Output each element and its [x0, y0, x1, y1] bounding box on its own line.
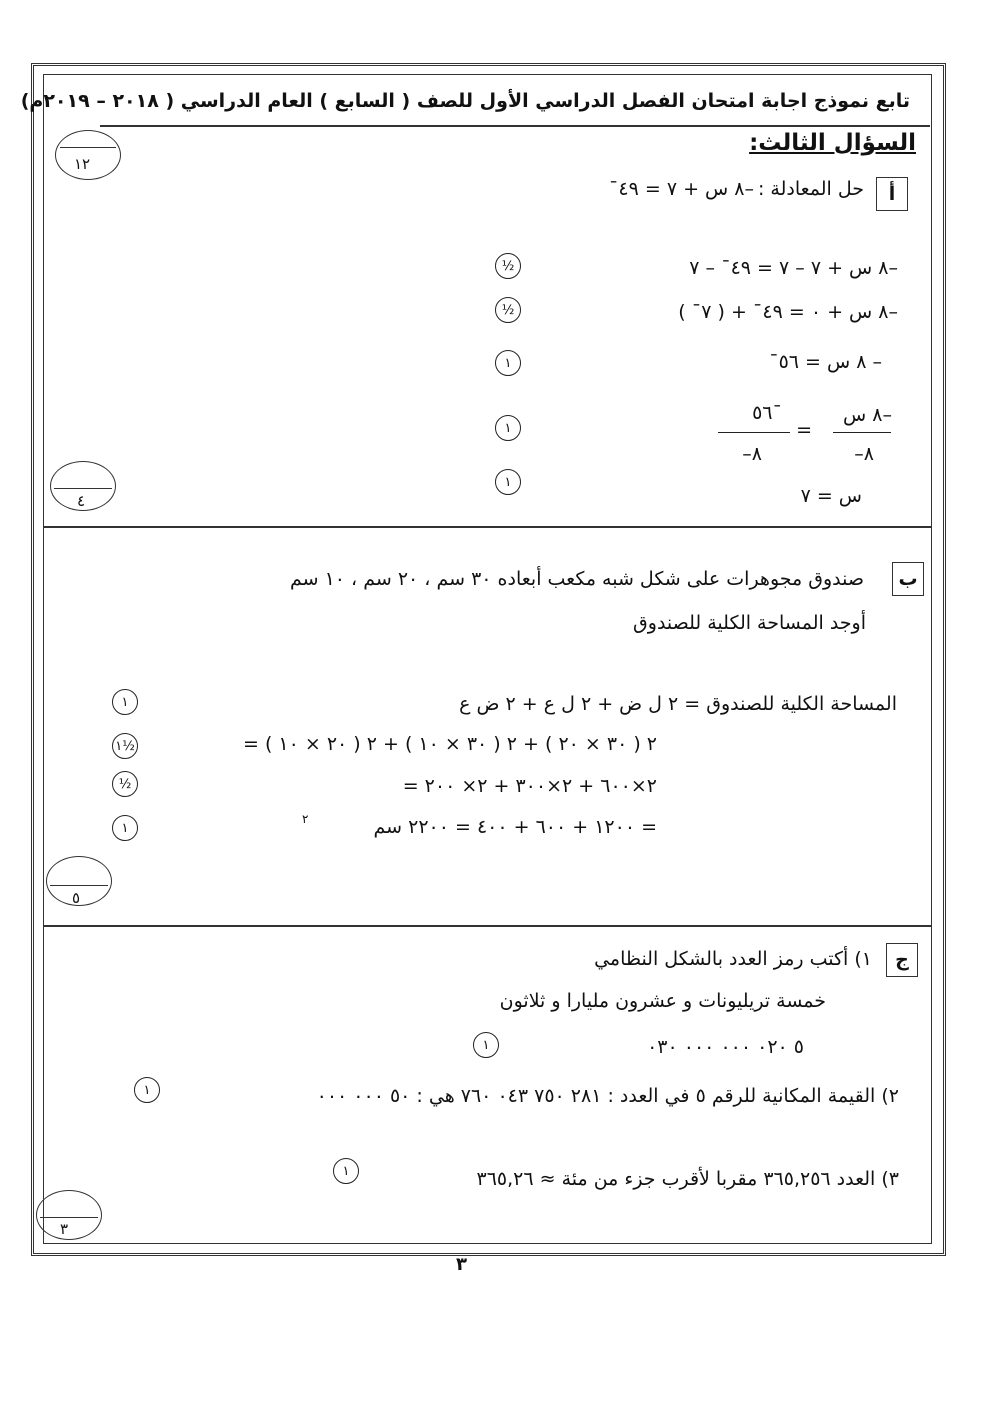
- part-c-label: ج: [886, 943, 918, 977]
- fraction-right-num: ٥٦¯: [752, 402, 782, 424]
- divider-b-c: [43, 925, 932, 927]
- divider-a-b: [43, 526, 932, 528]
- part-a-mark-line: [54, 488, 112, 489]
- part-c-item-3: ٣) العدد ٣٦٥,٢٥٦ مقربا لأقرب جزء من مئة ≈ ٣٦٥,٢٦: [476, 1168, 899, 1190]
- total-mark-line: [60, 147, 116, 148]
- part-c-item-1-text: خمسة تريليونات و عشرون مليارا و ثلاثون: [499, 990, 826, 1012]
- part-b-line-2: أوجد المساحة الكلية للصندوق: [633, 612, 866, 634]
- part-b-step-4: = ١٢٠٠ + ٦٠٠ + ٤٠٠ = ٢٢٠٠ سم: [373, 816, 657, 838]
- part-b-step-1: المساحة الكلية للصندوق = ٢ ل ض + ٢ ل ع + ٢ ض ع: [459, 693, 897, 715]
- part-b-mark-line: [50, 885, 108, 886]
- part-c-item-1-score: ١: [473, 1032, 499, 1058]
- part-a-step-3: – ٨ س = ٥٦¯: [769, 351, 882, 373]
- part-a-label: أ: [876, 177, 908, 211]
- part-c-mark: ٣: [60, 1220, 69, 1238]
- fraction-right-bar: [718, 432, 790, 433]
- part-b-unit-exponent: ٢: [302, 812, 309, 826]
- part-b-step-2: = ٢ ( ٣٠ × ٢٠ ) + ٢ ( ٣٠ × ١٠ ) + ٢ ( ٢٠ × ١٠ ): [242, 733, 657, 755]
- page-border-inner: [43, 74, 932, 1244]
- part-c-mark-line: [40, 1217, 98, 1218]
- part-b-step-4-score: ١: [112, 815, 138, 841]
- part-b-step-2-score: ١½: [112, 733, 138, 759]
- part-b-step-3-score: ½: [112, 771, 138, 797]
- part-a-equation: –٨ س + ٧ = ٤٩¯: [608, 178, 754, 200]
- total-mark: ١٢: [74, 155, 91, 173]
- fraction-left-bar: [833, 432, 891, 433]
- part-b-line-1: صندوق مجوهرات على شكل شبه مكعب أبعاده ٣٠ سم ، ٢٠ سم ، ١٠ سم: [289, 568, 864, 590]
- part-c-item-3-score: ١: [333, 1158, 359, 1184]
- fraction-left-den: –٨: [854, 443, 874, 465]
- part-b-step-1-score: ١: [112, 689, 138, 715]
- part-a-step-4-score: ١: [495, 415, 521, 441]
- header-rule: [100, 125, 930, 127]
- part-a-step-1-score: ½: [495, 253, 521, 279]
- part-a-mark: ٤: [77, 492, 86, 510]
- part-a-step-5: س = ٧: [800, 485, 862, 507]
- part-c-mark-circle: [36, 1190, 102, 1240]
- part-c-item-2-score: ١: [134, 1077, 160, 1103]
- part-a-step-5-score: ١: [495, 469, 521, 495]
- page-number: ٣: [456, 1254, 467, 1275]
- part-b-step-3: = ٢×٦٠٠ + ٢×٣٠٠ + ٢× ٢٠٠: [402, 775, 657, 797]
- part-a-step-1: –٨ س + ٧ – ٧ = ٤٩¯ – ٧: [689, 257, 898, 279]
- question-title: السؤال الثالث:: [749, 130, 916, 156]
- part-a-step-2-score: ½: [495, 297, 521, 323]
- part-a-step-3-score: ١: [495, 350, 521, 376]
- fraction-right-den: –٨: [742, 443, 762, 465]
- part-a-prompt: حل المعادلة :: [757, 178, 864, 200]
- part-c-item-1-title: ١) أكتب رمز العدد بالشكل النظامي: [594, 948, 872, 970]
- exam-header: تابع نموذج اجابة امتحان الفصل الدراسي الأول للصف ( السابع ) العام الدراسي ( ٢٠١٨ – ٢٠١٩م): [20, 90, 910, 112]
- part-c-item-1-answer: ٥ ٠٢٠ ٠٠٠ ٠٠٠ ٠٣٠: [647, 1036, 804, 1058]
- part-a-step-2: –٨ س + ٠ = ٤٩¯ + ( ٧¯ ): [678, 301, 898, 323]
- part-b-mark: ٥: [72, 889, 81, 907]
- fraction-equals: =: [796, 419, 812, 441]
- part-b-label: ب: [892, 562, 924, 596]
- part-c-item-2: ٢) القيمة المكانية للرقم ٥ في العدد : ٢٨١ ٧٥٠ ٠٤٣ ٧٦٠ هي : ٥٠ ٠٠٠ ٠٠٠: [316, 1085, 899, 1107]
- fraction-left-num: –٨ س: [843, 404, 892, 426]
